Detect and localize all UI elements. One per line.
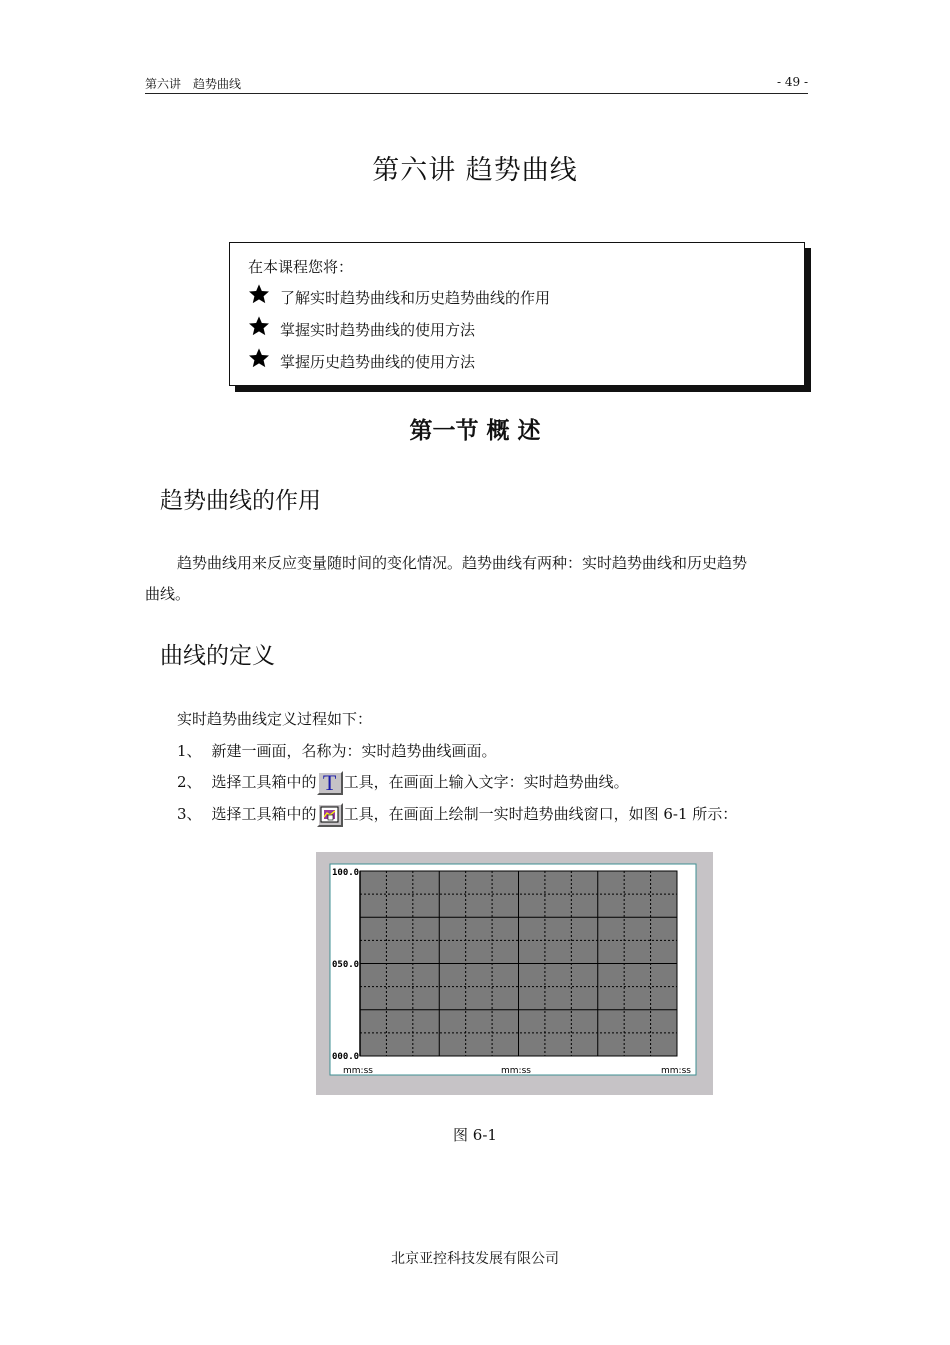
- goal-text: 掌握实时趋势曲线的使用方法: [280, 321, 476, 339]
- step-text: 工具，在画面上绘制一实时趋势曲线窗口，如图 6-1 所示：: [343, 805, 738, 823]
- page-number: - 49 -: [776, 75, 808, 89]
- paragraph-line: 趋势曲线用来反应变量随时间的变化情况。趋势曲线有两种：实时趋势曲线和历史趋势: [177, 554, 748, 572]
- y-tick-label: 000.0: [332, 1052, 360, 1062]
- goal-text: 掌握历史趋势曲线的使用方法: [280, 353, 476, 371]
- y-tick-label: 050.0: [332, 960, 360, 970]
- star-icon: [248, 315, 270, 337]
- running-header: [145, 75, 808, 94]
- page-footer: 北京亚控科技发展有限公司: [391, 1251, 559, 1267]
- step-text: 新建一画面，名称为：实时趋势曲线画面。: [211, 742, 497, 760]
- section-title: 第一节 概 述: [409, 418, 541, 444]
- step-number: 2、: [177, 773, 202, 791]
- text-tool-icon: T: [317, 771, 343, 795]
- trend-tool-icon: [317, 803, 343, 827]
- goal-text: 了解实时趋势曲线和历史趋势曲线的作用: [280, 289, 551, 307]
- purpose-paragraph: [145, 548, 809, 610]
- step-text: 选择工具箱中的: [211, 805, 317, 823]
- step-1: [177, 740, 497, 761]
- step-number: 3、: [177, 805, 202, 823]
- step-3: [177, 803, 737, 827]
- course-goals-box: [229, 242, 805, 386]
- x-tick-label: mm:ss: [661, 1066, 691, 1076]
- trend-chart-figure: [316, 852, 713, 1095]
- step-number: 1、: [177, 742, 202, 760]
- y-tick-label: 100.0: [332, 868, 360, 878]
- x-tick-label: mm:ss: [501, 1066, 531, 1076]
- step-text: 选择工具箱中的: [211, 773, 317, 791]
- subsection-heading-purpose: 趋势曲线的作用: [160, 488, 321, 514]
- star-icon: [248, 347, 270, 369]
- figure-caption: 图 6-1: [453, 1126, 497, 1144]
- definition-intro: 实时趋势曲线定义过程如下：: [177, 710, 373, 728]
- paragraph-line: 曲线。: [145, 585, 191, 603]
- header-chapter: 第六讲 趋势曲线: [145, 77, 242, 91]
- chapter-title: 第六讲 趋势曲线: [372, 155, 578, 186]
- goals-intro: 在本课程您将：: [248, 258, 354, 276]
- x-tick-label: mm:ss: [343, 1066, 373, 1076]
- step-text: 工具，在画面上输入文字：实时趋势曲线。: [343, 773, 629, 791]
- subsection-heading-definition: 曲线的定义: [160, 643, 275, 669]
- star-icon: [248, 283, 270, 305]
- step-2: [177, 771, 629, 795]
- trend-chart-window: [316, 852, 713, 1095]
